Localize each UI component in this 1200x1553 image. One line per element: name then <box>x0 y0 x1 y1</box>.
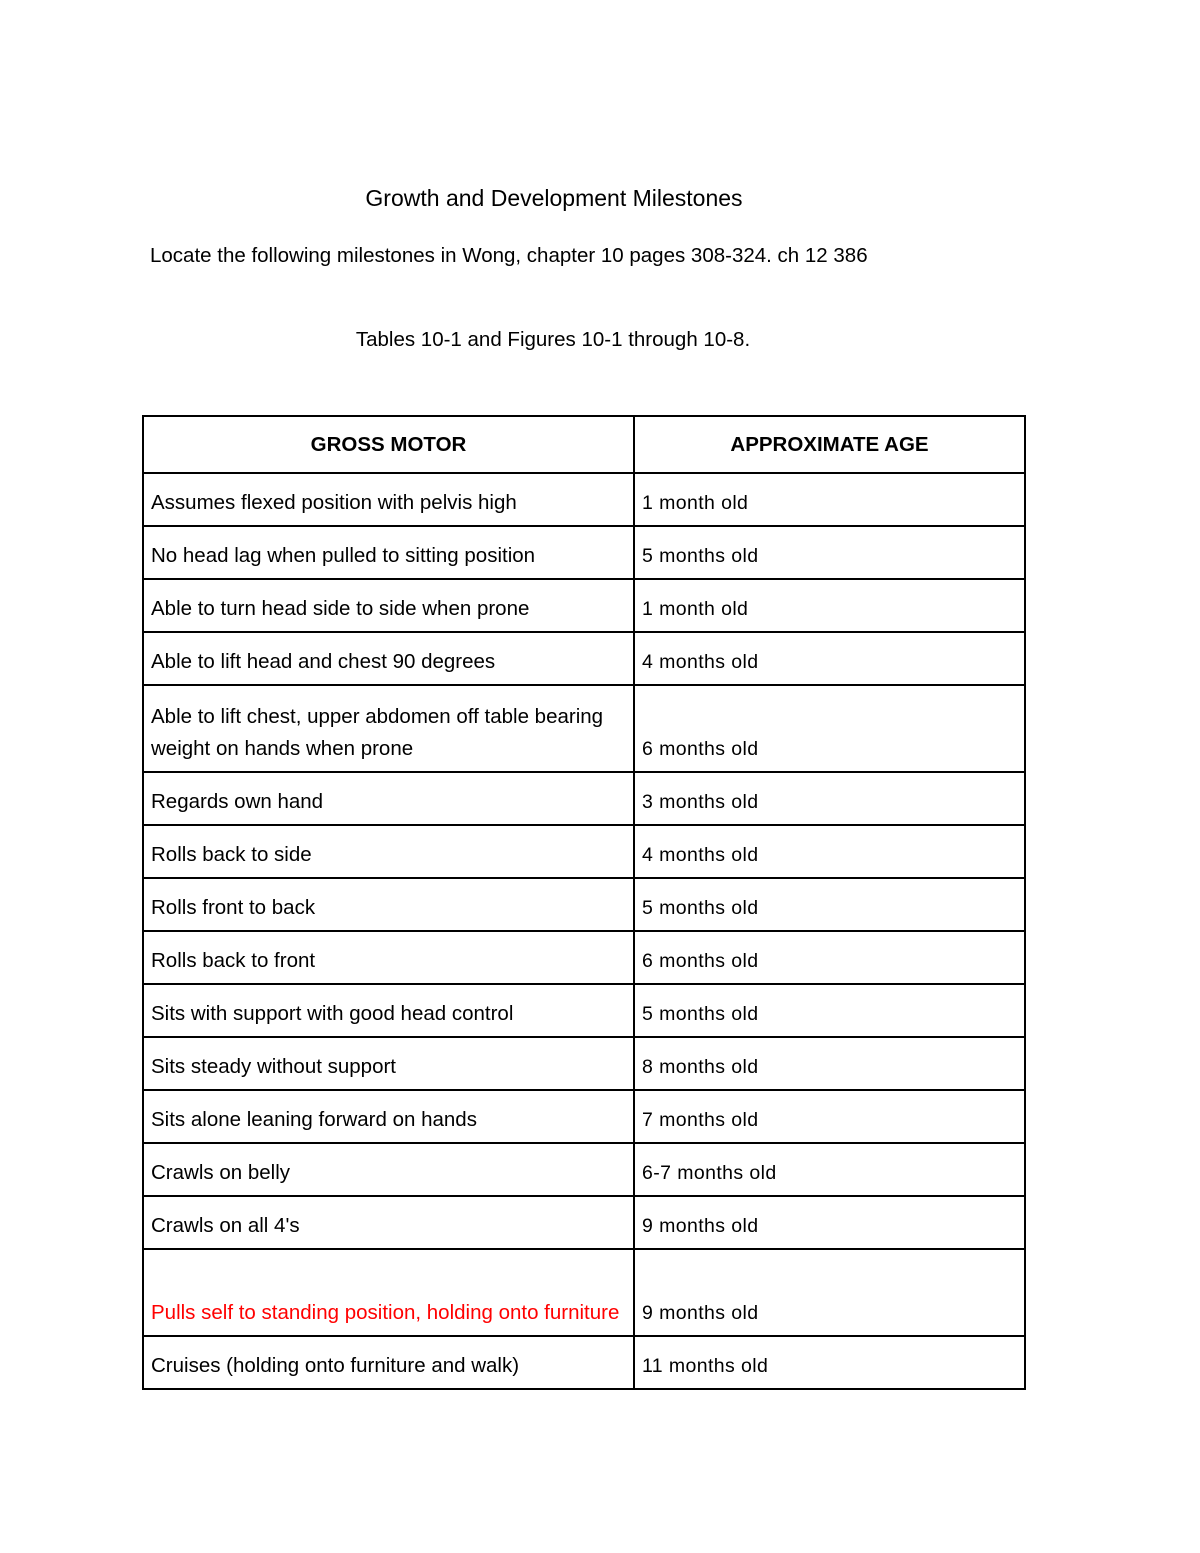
table-row <box>143 1090 1025 1143</box>
table-row <box>143 1037 1025 1090</box>
table-row <box>143 1336 1025 1389</box>
milestone-cell: Assumes flexed position with pelvis high <box>143 473 634 526</box>
age-cell: 9 months old <box>634 1196 1025 1249</box>
age-cell: 9 months old <box>634 1249 1025 1336</box>
milestones-table <box>142 415 1026 1390</box>
milestone-cell: Able to lift head and chest 90 degrees <box>143 632 634 685</box>
age-cell: 8 months old <box>634 1037 1025 1090</box>
milestone-cell: Sits with support with good head control <box>143 984 634 1037</box>
table-row <box>143 878 1025 931</box>
table-row <box>143 931 1025 984</box>
table-row <box>143 984 1025 1037</box>
age-cell: 6-7 months old <box>634 1143 1025 1196</box>
milestone-cell: Cruises (holding onto furniture and walk) <box>143 1336 634 1389</box>
milestone-cell: Rolls front to back <box>143 878 634 931</box>
milestone-cell: Crawls on belly <box>143 1143 634 1196</box>
age-cell: 6 months old <box>634 685 1025 772</box>
milestone-cell: No head lag when pulled to sitting position <box>143 526 634 579</box>
milestone-cell: Sits steady without support <box>143 1037 634 1090</box>
tables-note: Tables 10-1 and Figures 10-1 through 10-8. <box>355 328 751 351</box>
age-cell: 4 months old <box>634 825 1025 878</box>
age-cell: 7 months old <box>634 1090 1025 1143</box>
table-row <box>143 526 1025 579</box>
table-row <box>143 1143 1025 1196</box>
age-cell: 5 months old <box>634 984 1025 1037</box>
age-cell: 1 month old <box>634 473 1025 526</box>
table-row <box>143 772 1025 825</box>
table-row <box>143 632 1025 685</box>
age-cell: 1 month old <box>634 579 1025 632</box>
header-gross-motor: GROSS MOTOR <box>143 416 634 473</box>
milestone-cell: Sits alone leaning forward on hands <box>143 1090 634 1143</box>
table-row <box>143 825 1025 878</box>
table-row <box>143 473 1025 526</box>
table-row <box>143 1249 1025 1336</box>
milestone-cell: Rolls back to side <box>143 825 634 878</box>
age-cell: 5 months old <box>634 526 1025 579</box>
milestone-cell-highlighted: Pulls self to standing position, holding onto furniture <box>143 1249 634 1336</box>
milestone-cell: Crawls on all 4's <box>143 1196 634 1249</box>
age-cell: 3 months old <box>634 772 1025 825</box>
milestone-cell: Regards own hand <box>143 772 634 825</box>
age-cell: 4 months old <box>634 632 1025 685</box>
milestone-cell: Able to turn head side to side when prone <box>143 579 634 632</box>
age-cell: 11 months old <box>634 1336 1025 1389</box>
table-row <box>143 685 1025 772</box>
table-row <box>143 579 1025 632</box>
milestone-cell: Able to lift chest, upper abdomen off table bearing weight on hands when prone <box>143 685 634 772</box>
intro-text: Locate the following milestones in Wong, chapter 10 pages 308-324. ch 12 386 <box>150 244 868 267</box>
age-cell: 5 months old <box>634 878 1025 931</box>
header-approximate-age: APPROXIMATE AGE <box>634 416 1025 473</box>
milestone-cell: Rolls back to front <box>143 931 634 984</box>
page-title: Growth and Development Milestones <box>365 185 743 211</box>
table-header-row <box>143 416 1025 473</box>
table-row <box>143 1196 1025 1249</box>
age-cell: 6 months old <box>634 931 1025 984</box>
